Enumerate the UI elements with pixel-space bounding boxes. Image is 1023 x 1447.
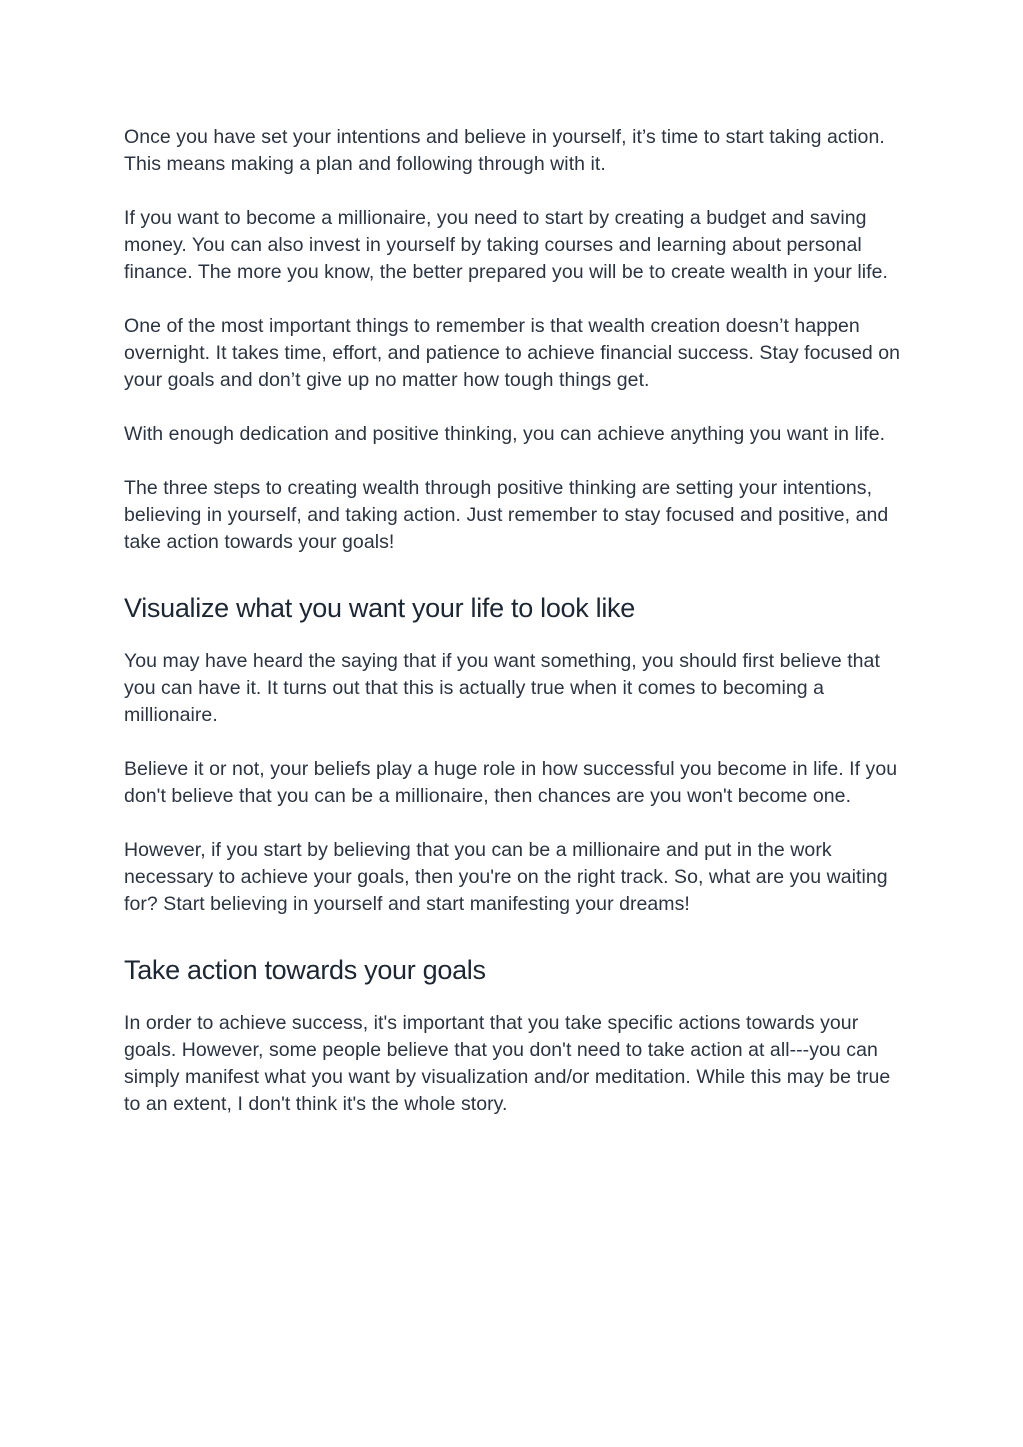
paragraph-three-steps: The three steps to creating wealth through positive thinking are setting your intentions, believing in yourself, and taking action. Just remember to stay focused and positive, and take action towards your goals! <box>124 477 889 553</box>
section-heading-take-action: Take action towards your goals <box>124 955 486 985</box>
paragraph-beliefs-role: Believe it or not, your beliefs play a huge role in how successful you become in life. If you don't believe that you can be a millionaire, then chances are you won't become one. <box>124 758 898 807</box>
document-page <box>124 124 904 1118</box>
paragraph-take-action-intro: Once you have set your intentions and believe in yourself, it’s time to start taking action. This means making a plan and following through with it. <box>124 126 885 175</box>
section-heading-visualize: Visualize what you want your life to look like <box>124 593 635 623</box>
paragraph-right-track: However, if you start by believing that you can be a millionaire and put in the work necessary to achieve your goals, then you're on the right track. So, what are you waiting for? Start believing in yourself and start manifesting your dreams! <box>124 839 888 915</box>
paragraph-wealth-creation: One of the most important things to remember is that wealth creation doesn’t happen overnight. It takes time, effort, and patience to achieve financial success. Stay focused on your goals and don’t give up no matter how tough things get. <box>124 315 901 391</box>
paragraph-believe-first: You may have heard the saying that if you want something, you should first believe that you can have it. It turns out that this is actually true when it comes to becoming a millionaire. <box>124 650 880 726</box>
paragraph-specific-actions: In order to achieve success, it's important that you take specific actions towards your goals. However, some people believe that you don't need to take action at all---you can simply manifest what you want by visualization and/or meditation. While this may be true to an extent, I don't think it's the whole story. <box>124 1012 891 1115</box>
paragraph-budget: If you want to become a millionaire, you need to start by creating a budget and saving money. You can also invest in yourself by taking courses and learning about personal finance. The more you know, the better prepared you will be to create wealth in your life. <box>124 207 888 283</box>
paragraph-dedication: With enough dedication and positive thinking, you can achieve anything you want in life. <box>124 423 886 445</box>
